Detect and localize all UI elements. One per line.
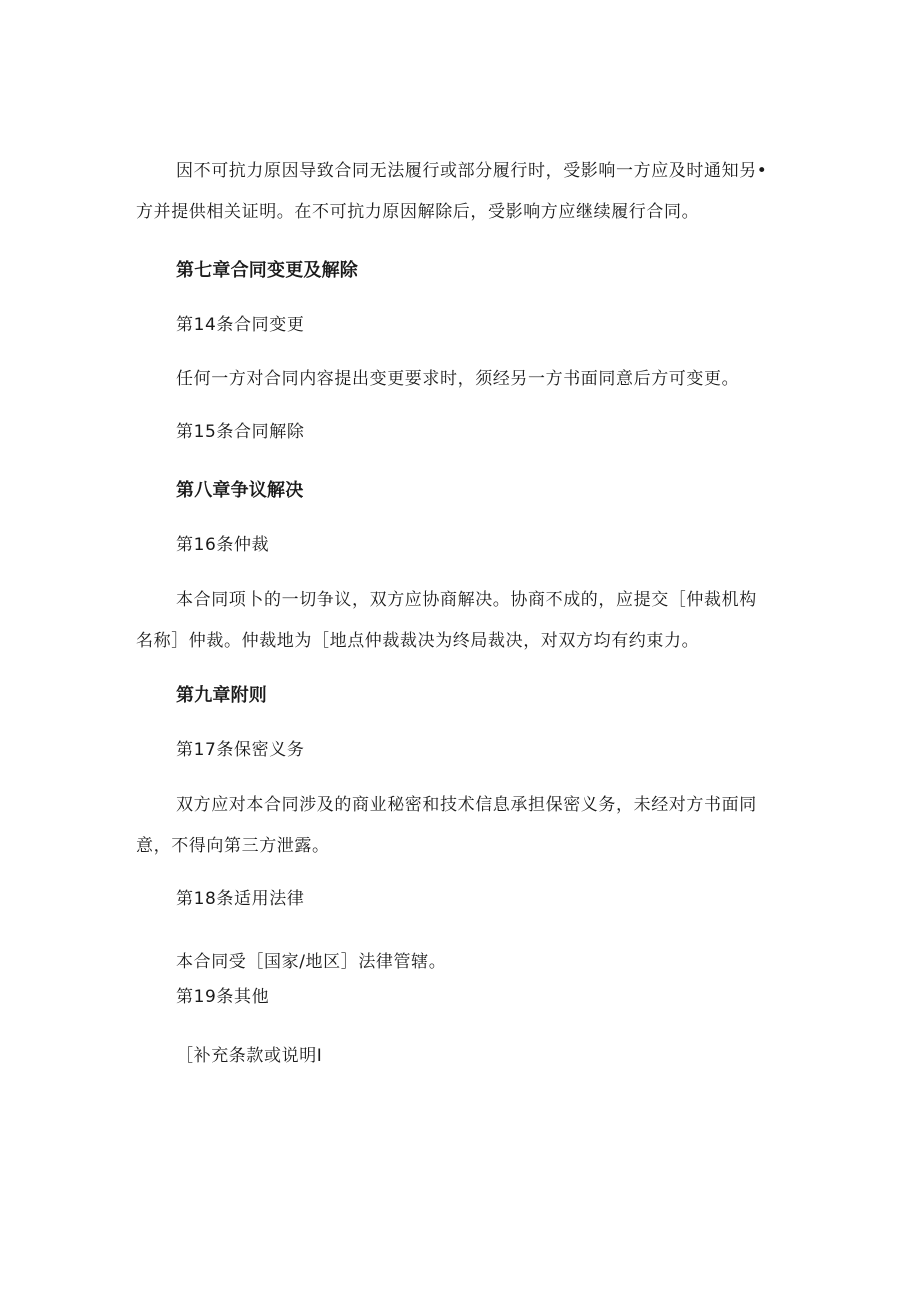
article-16-heading: 第16条仲裁 — [176, 535, 270, 555]
article-19-heading: 第19条其他 — [176, 987, 270, 1007]
article-14-heading: 第14条合同变更 — [176, 315, 305, 335]
article-19-body: ［补充条款或说明I — [176, 1046, 323, 1066]
article-17-heading: 第17条保密义务 — [176, 740, 305, 760]
article-18-heading: 第18条适用法律 — [176, 889, 305, 909]
chapter-7-heading: 第七章合同变更及解除 — [176, 260, 358, 281]
force-majeure-paragraph: 因不可抗力原因导致合同无法履行或部分履行时，受影响一方应及时通知另•方并提供相关证明。在不可抗力原因解除后，受影响方应继续履行合同。 — [136, 161, 768, 222]
chapter-9-heading: 第九章附则 — [176, 685, 267, 706]
chapter-8-heading: 第八章争议解决 — [176, 480, 304, 501]
article-18-body: 本合同受［国家/地区］法律管辖。 — [176, 952, 447, 972]
article-16-body: 本合同项卜的一切争议，双方应协商解决。协商不成的，应提交［仲裁机构名称］仲裁。仲裁地为［地点仲裁裁决为终局裁决，对双方均有约束力。 — [136, 590, 757, 651]
article-14-body: 任何一方对合同内容提出变更要求时，须经另一方书面同意后方可变更。 — [176, 369, 740, 389]
article-15-heading: 第15条合同解除 — [176, 422, 305, 442]
article-17-body: 双方应对本合同涉及的商业秘密和技术信息承担保密义务，未经对方书面同意，不得向第三方泄露。 — [136, 795, 757, 856]
